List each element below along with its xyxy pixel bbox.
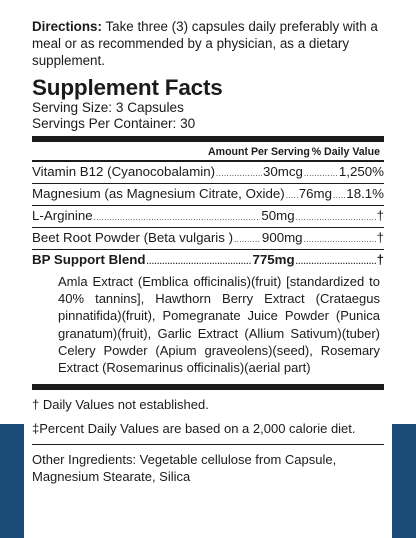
supplement-facts-label bbox=[24, 0, 392, 538]
daily-value-header: % Daily Value bbox=[311, 146, 380, 158]
servings-per-container: Servings Per Container: 30 bbox=[32, 116, 196, 131]
nutrient-name: Beet Root Powder (Beta vulgaris ) bbox=[32, 230, 234, 245]
leader-dots bbox=[147, 254, 252, 270]
other-ingredients: Other Ingredients: Vegetable cellulose from Capsule, Magnesium Stearate, Silica bbox=[32, 452, 337, 485]
nutrient-dv: † bbox=[376, 208, 384, 223]
leader-dots bbox=[296, 210, 376, 226]
nutrient-name: Vitamin B12 (Cyanocobalamin) bbox=[32, 164, 216, 179]
nutrient-name: Magnesium (as Magnesium Citrate, Oxide) bbox=[32, 186, 285, 201]
nutrient-amount: 900mg bbox=[261, 230, 303, 245]
amount-per-serving-header: Amount Per Serving bbox=[208, 146, 310, 158]
nutrient-name: L-Arginine bbox=[32, 208, 93, 223]
nutrient-dv: † bbox=[376, 230, 384, 245]
leader-dots bbox=[286, 188, 298, 204]
directions-label: Directions: bbox=[32, 19, 102, 34]
nutrient-row bbox=[32, 162, 384, 183]
facts-title: Supplement Facts bbox=[32, 75, 223, 100]
directions-body: Take three (3) capsules daily preferably with a meal or as recommended by a physician, as a dietary supplement. bbox=[32, 19, 378, 68]
nutrient-row bbox=[32, 206, 384, 227]
nutrient-dv: 18.1% bbox=[346, 186, 384, 201]
nutrient-amount: 50mg bbox=[261, 208, 295, 223]
leader-dots bbox=[94, 210, 261, 226]
leader-dots bbox=[333, 188, 345, 204]
footnotes bbox=[32, 390, 384, 437]
nutrient-row bbox=[32, 228, 384, 249]
nutrient-amount: 30mcg bbox=[262, 164, 303, 179]
blend-amount: 775mg bbox=[252, 252, 295, 267]
nutrient-row bbox=[32, 184, 384, 205]
footnote-double-dagger: ‡Percent Daily Values are based on a 2,000 calorie diet. bbox=[32, 421, 356, 437]
nutrient-amount: 76mg bbox=[298, 186, 332, 201]
leader-dots bbox=[304, 166, 338, 182]
leader-dots bbox=[304, 232, 376, 248]
leader-dots bbox=[296, 254, 376, 270]
nutrient-dv: 1,250% bbox=[338, 164, 384, 179]
blend-name: BP Support Blend bbox=[32, 252, 146, 267]
column-header bbox=[32, 142, 384, 160]
blend-ingredients: Amla Extract (Emblica officinalis)(fruit) [standardized to 40% tannins], Hawthorn Berry Extract (Crataegus pinnatifida)(fruit), Pomegranate Juice Powder (Punica granatum)(fruit), Garlic Extract (Allium Sativum)(tuber) Celery Powder (Apium graveolens)(seed), Rosemary Extract (Rosemarinus officinalis)(aerial part) bbox=[58, 274, 380, 376]
blend-row bbox=[32, 250, 384, 271]
directions-text bbox=[32, 18, 384, 69]
leader-dots bbox=[234, 232, 261, 248]
serving-size: Serving Size: 3 Capsules bbox=[32, 100, 184, 115]
footnote-dagger: † Daily Values not established. bbox=[32, 397, 209, 413]
leader-dots bbox=[216, 166, 262, 182]
blend-dv: † bbox=[376, 252, 384, 267]
